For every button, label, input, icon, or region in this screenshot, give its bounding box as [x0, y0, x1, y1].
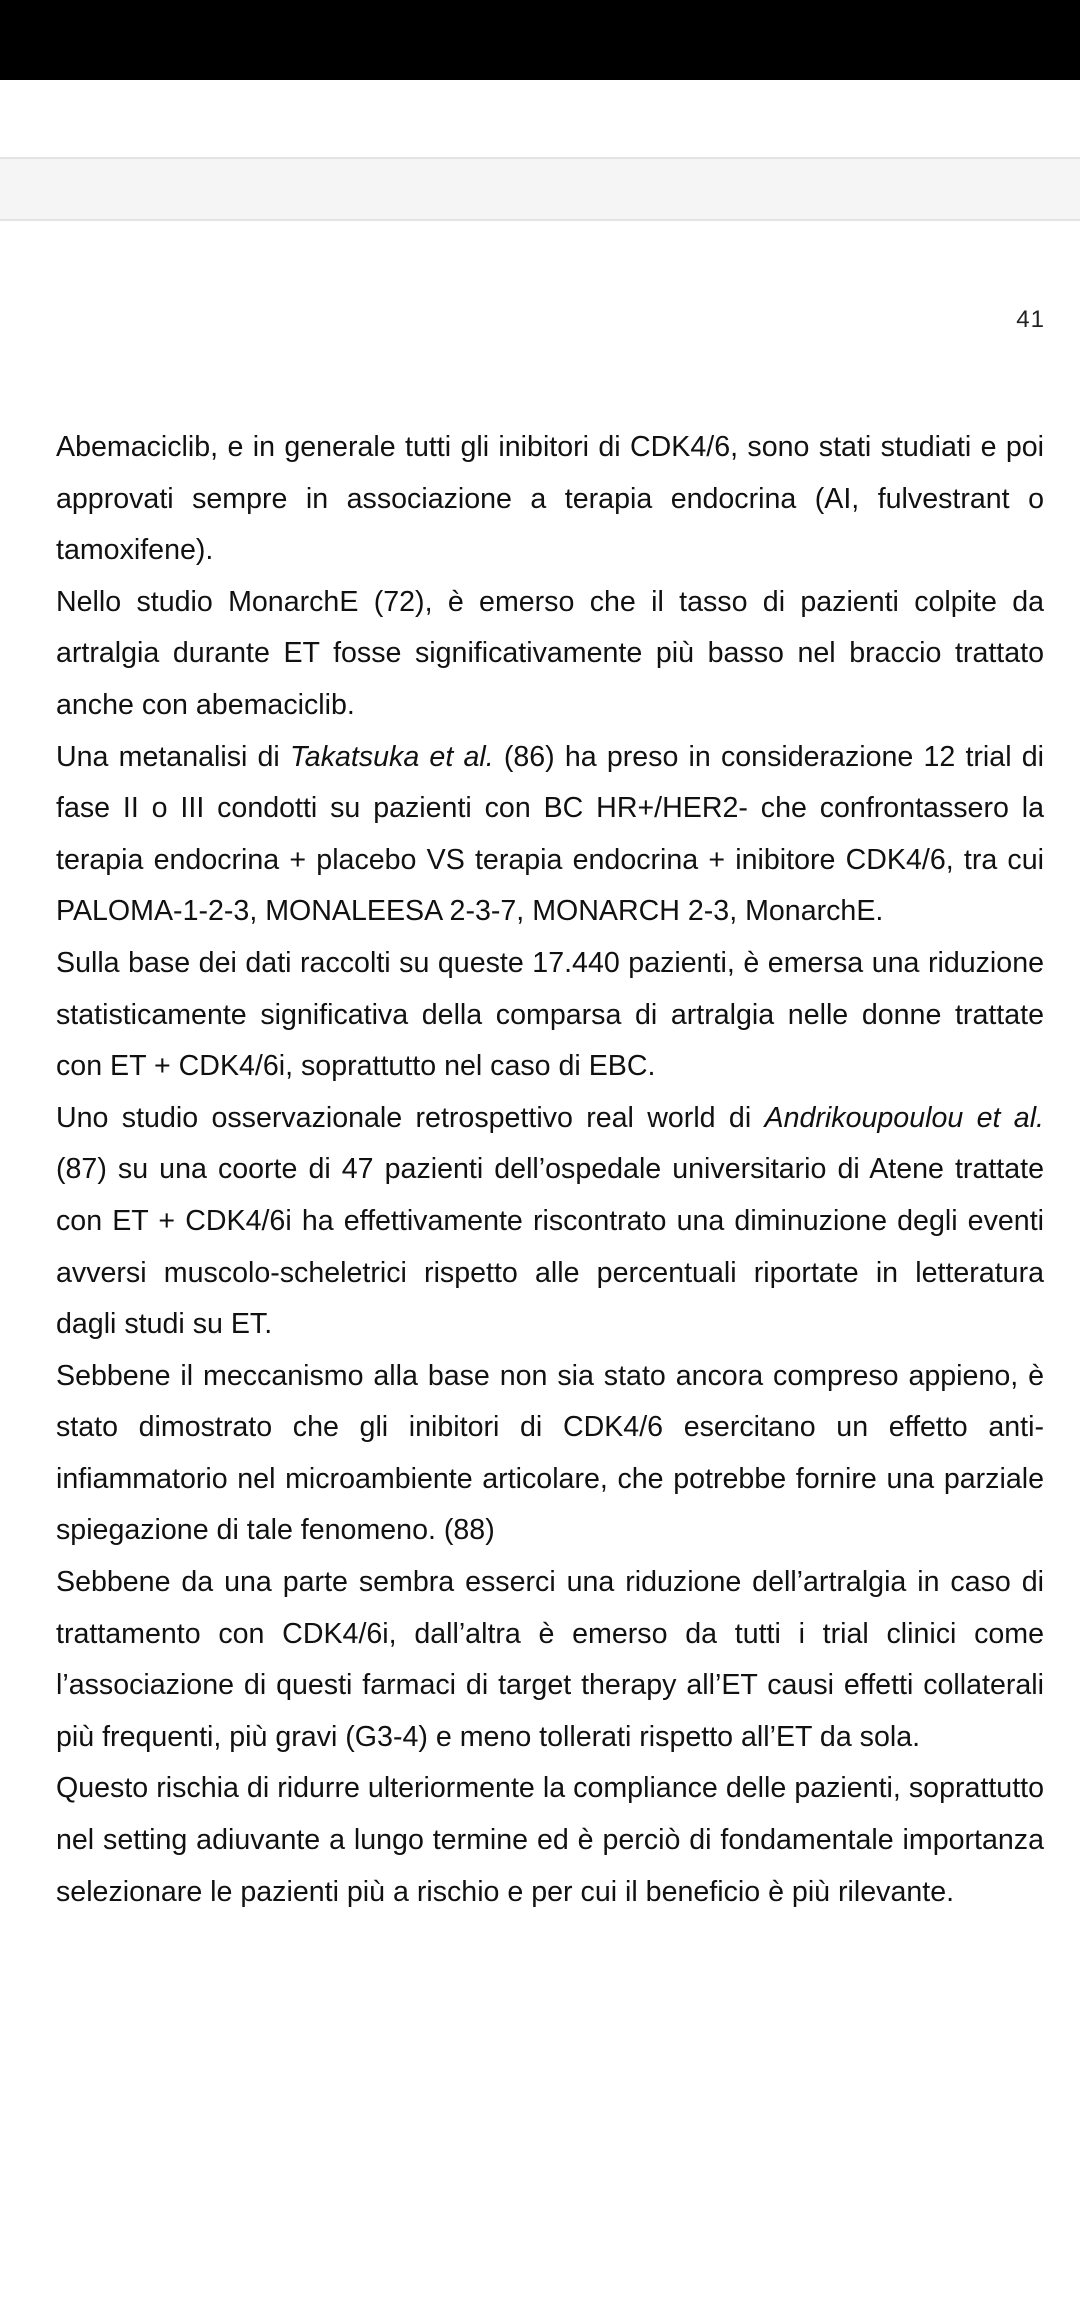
paragraph-text: Una metanalisi di: [56, 740, 290, 773]
paragraph-text: Nello studio MonarchE (72), è emerso che il tasso di pazienti colpite da artralgia durante ET fosse significativamente più basso nel braccio trattato anche con abemaciclib.: [56, 585, 1044, 721]
paragraph-text: Uno studio osservazionale retrospettivo real world di: [56, 1101, 765, 1134]
paragraph-andrikoupoulou-study: [56, 1093, 1044, 1351]
page-number: 41: [1016, 306, 1045, 333]
paragraph-text: Abemaciclib, e in generale tutti gli inibitori di CDK4/6, sono stati studiati e poi approvati sempre in associazione a terapia endocrina (AI, fulvestrant o tamoxifene).: [56, 431, 1044, 567]
paragraph-data-results: [56, 938, 1044, 1093]
paragraph-takatsuka-metanalysis: [56, 732, 1044, 938]
author-citation-italic: Andrikoupoulou et al.: [764, 1101, 1044, 1134]
paragraph-text: (87) su una coorte di 47 pazienti dell’ospedale universitario di Atene trattate con ET + CDK4/6i ha effettivamente riscontrato una diminuzione degli eventi avversi muscolo-scheletrici rispetto alle percentuali riportate in letteratura dagli studi su ET.: [56, 1153, 1044, 1341]
paragraph-side-effects: [56, 1557, 1044, 1763]
paragraph-text: (86) ha preso in considerazione 12 trial di fase II o III condotti su pazienti con BC HR+/HER2- che confrontassero la terapia endocrina + placebo VS terapia endocrina + inibitore CDK4/6, tra cui PALOMA-1-2-3, MONALEESA 2-3-7, MONARCH 2-3, MonarchE.: [56, 740, 1044, 928]
paragraph-monarche-study: [56, 577, 1044, 732]
document-body: [56, 422, 1044, 1918]
paragraph-text: Sebbene il meccanismo alla base non sia stato ancora compreso appieno, è stato dimostrato che gli inibitori di CDK4/6 esercitano un effetto anti-infiammatorio nel microambiente articolare, che potrebbe fornire una parziale spiegazione di tale fenomeno. (88): [56, 1359, 1044, 1547]
viewer-toolbar: [0, 157, 1080, 221]
paragraph-text: Sulla base dei dati raccolti su queste 17.440 pazienti, è emersa una riduzione statisticamente significativa della comparsa di artralgia nelle donne trattate con ET + CDK4/6i, soprattutto nel caso di EBC.: [56, 946, 1044, 1083]
paragraph-abemaciclib-approval: [56, 422, 1044, 577]
status-bar: [0, 0, 1080, 80]
paragraph-text: Sebbene da una parte sembra esserci una riduzione dell’artralgia in caso di trattamento con CDK4/6i, dall’altra è emerso da tutti i trial clinici come l’associazione di questi farmaci di target therapy all’ET causi effetti collaterali più frequenti, più gravi (G3-4) e meno tollerati rispetto all’ET da sola.: [56, 1566, 1044, 1753]
author-citation-italic: Takatsuka et al.: [289, 740, 494, 773]
paragraph-compliance: [56, 1763, 1044, 1918]
paragraph-mechanism: [56, 1351, 1044, 1557]
paragraph-text: Questo rischia di ridurre ulteriormente la compliance delle pazienti, soprattutto nel setting adiuvante a lungo termine ed è perciò di fondamentale importanza selezionare le pazienti più a rischio e per cui il beneficio è più rilevante.: [56, 1772, 1044, 1908]
